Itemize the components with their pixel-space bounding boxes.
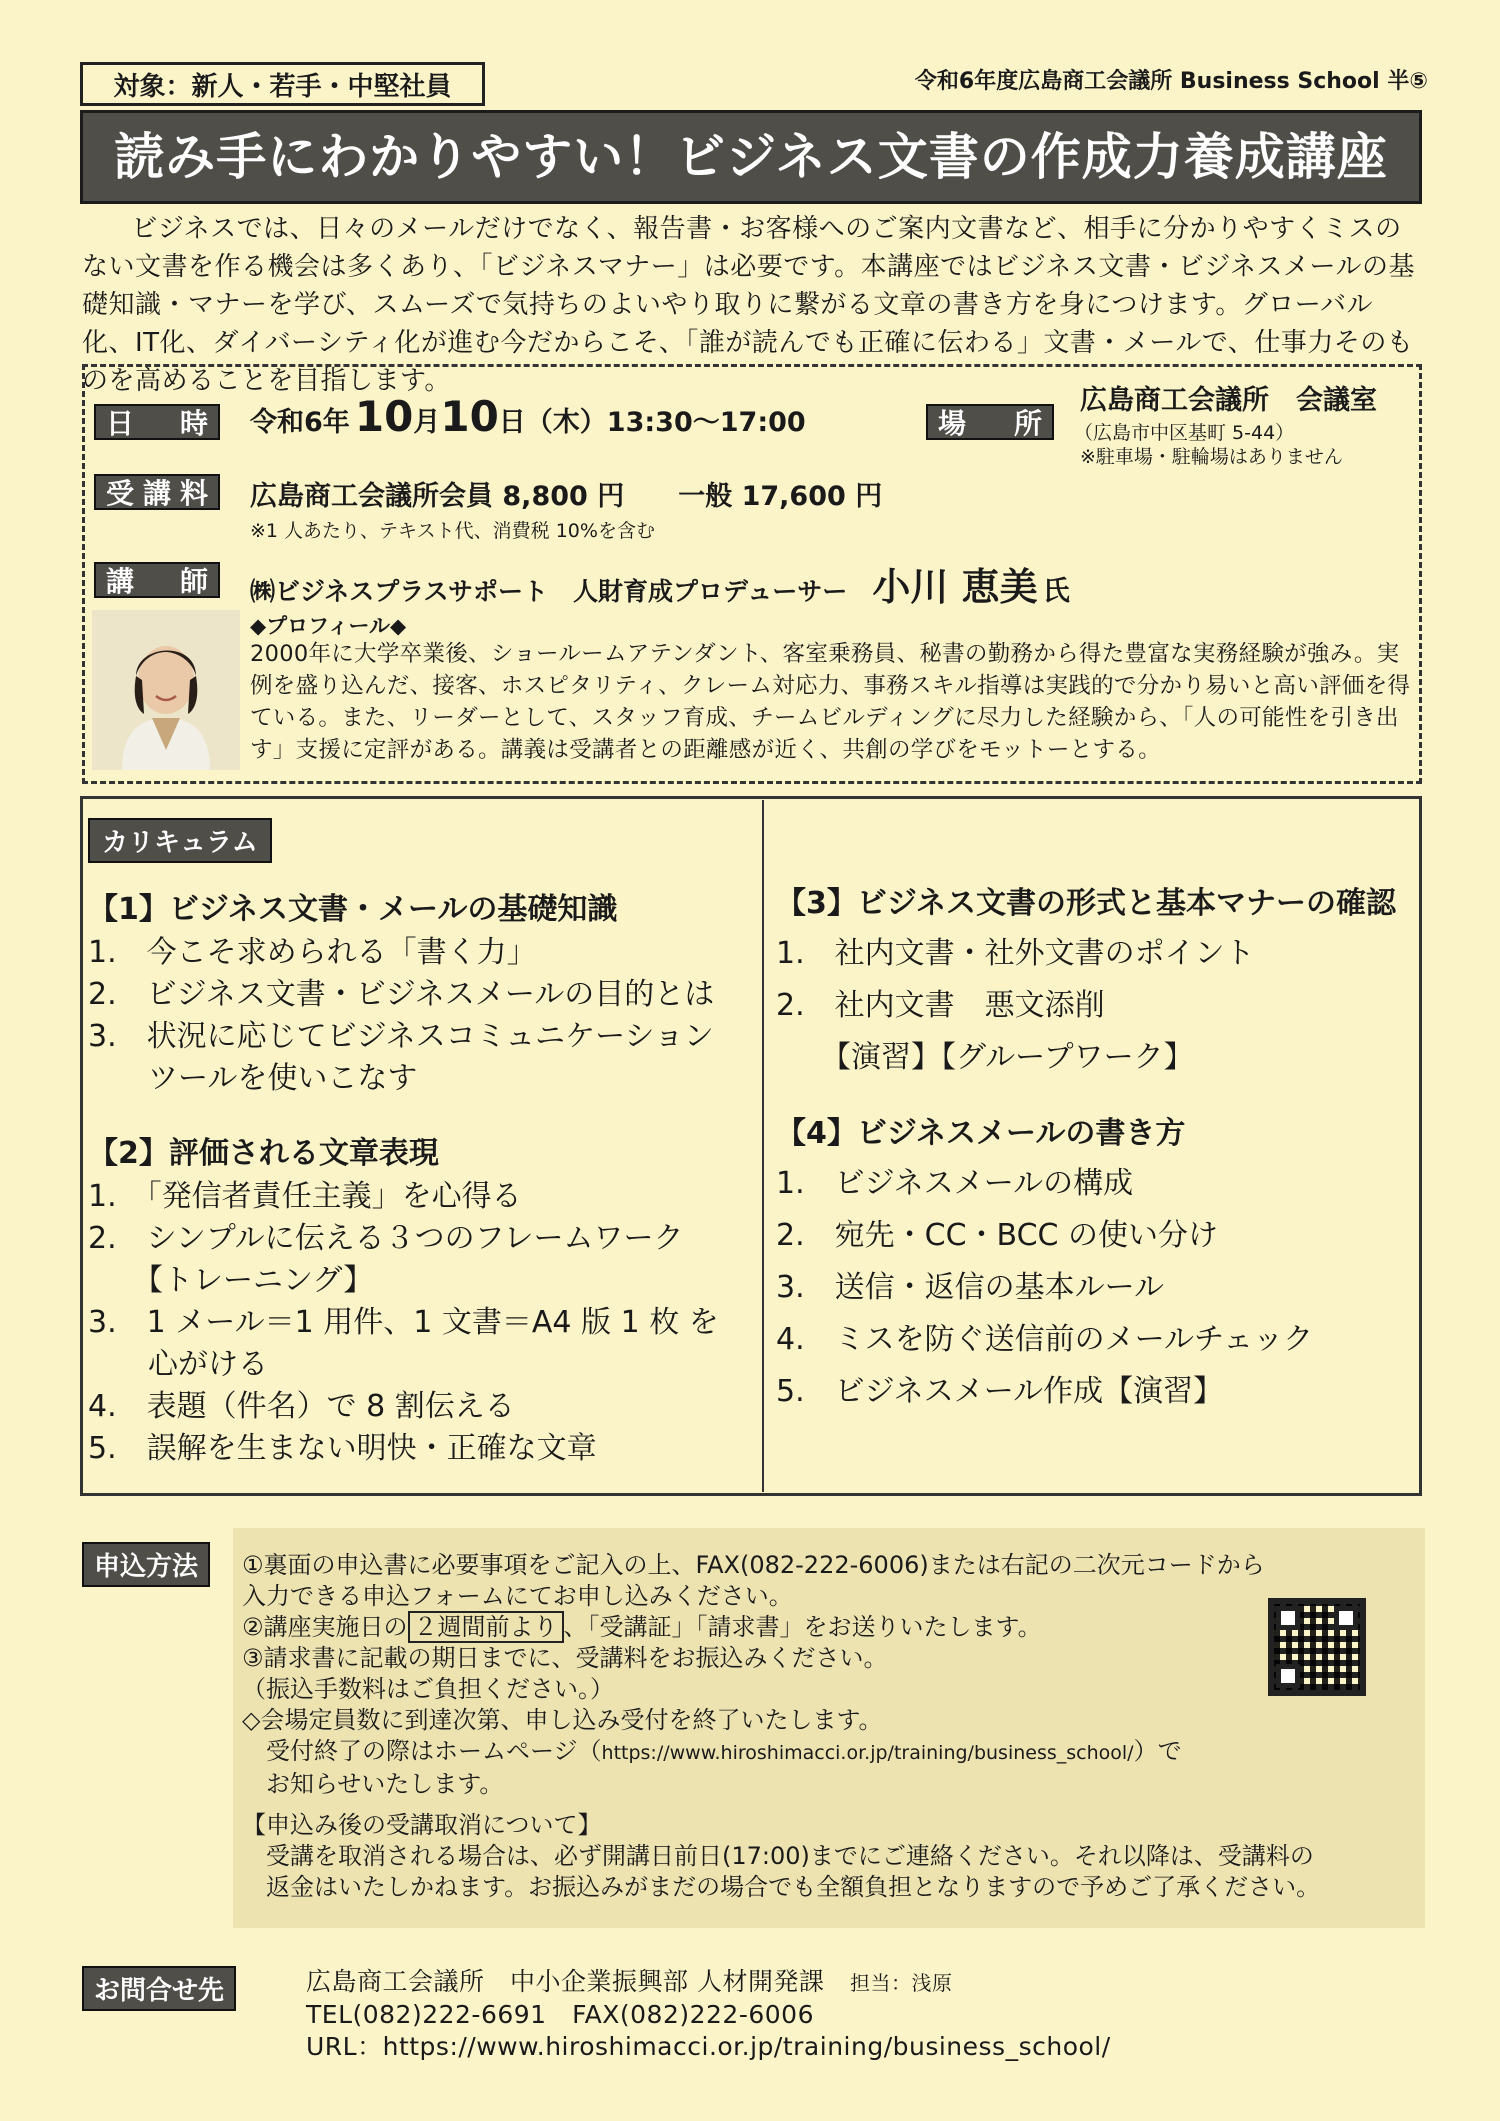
list-item: 【演習】【グループワーク】	[776, 1040, 1194, 1075]
contact-info	[306, 1966, 1406, 2063]
date-label	[94, 404, 220, 440]
intro-paragraph: ビジネスでは、日々のメールだけでなく、報告書・お客様へのご案内文書など、相手に分かりやすくミスのない文書を作る機会は多くあり、「ビジネスマナー」は必要です。本講座ではビジネス文書・ビジネスメールの基礎知識・マナーを学び、スムーズで気持ちのよいやり取りに繋がる文章の書き方を身につけます。グローバル化、IT化、ダイバーシティ化が進む今だからこそ、「誰が読んでも正確に伝わる」文書・メールで、仕事力そのものを高めることを目指します。	[82, 214, 1416, 396]
list-item: 3. 状況に応じてビジネスコミュニケーション	[88, 1019, 714, 1054]
list-item: 3. 送信・返信の基本ルール	[776, 1270, 1165, 1305]
fee-label	[94, 474, 220, 510]
contact-person: 担当：浅原	[849, 1971, 953, 1995]
place-label	[926, 404, 1054, 440]
qr-corner	[1276, 1664, 1300, 1688]
apply-line: お知らせいたします。	[242, 1770, 504, 1798]
apply-line-part: 、「受講証」「請求書」をお送りいたします。	[563, 1613, 1042, 1641]
lecturer-suffix: 氏	[1042, 576, 1070, 607]
lecturer-label-1: 講	[106, 565, 135, 598]
qr-corner	[1276, 1606, 1300, 1630]
list-item: 1. 社内文書・社外文書のポイント	[776, 936, 1255, 971]
fee-text: 広島商工会議所会員 8,800 円 一般 17,600 円	[250, 481, 883, 512]
fee-note: ※1 人あたり、テキスト代、消費税 10%を含む	[250, 520, 655, 542]
homepage-link[interactable]: https://www.hiroshimacci.or.jp/training/business_school/	[601, 1742, 1134, 1764]
qr-corner	[1334, 1606, 1358, 1630]
curriculum-section-4	[776, 1108, 1416, 1418]
list-item: 心がける	[88, 1347, 268, 1382]
place-label-2: 所	[1013, 407, 1042, 440]
date-day: 10	[440, 392, 499, 441]
curriculum-tag: カリキュラム	[88, 818, 272, 863]
section-heading: 【1】ビジネス文書・メールの基礎知識	[88, 892, 618, 927]
list-item: 【トレーニング】	[88, 1263, 374, 1298]
application-tag: 申込方法	[82, 1542, 210, 1587]
list-item: ツールを使いこなす	[88, 1061, 418, 1096]
contact-phone: TEL(082)222-6691 FAX(082)222-6006	[306, 2000, 814, 2029]
cancel-heading: 【申込み後の受講取消について】	[242, 1811, 602, 1839]
lecturer-label	[94, 562, 220, 598]
curriculum-section-1	[88, 884, 756, 1100]
lecturer-photo	[92, 610, 240, 770]
two-weeks-box: ２週間前より	[408, 1611, 564, 1643]
contact-url[interactable]: URL：https://www.hiroshimacci.or.jp/training/business_school/	[306, 2032, 1111, 2061]
date-day-unit: 日	[498, 407, 526, 438]
fee-label-1: 受	[106, 477, 135, 510]
list-item: 3. 1 メール＝1 用件、1 文書＝A4 版 1 枚 を	[88, 1305, 719, 1340]
target-audience: 対象：新人・若手・中堅社員	[113, 72, 452, 102]
apply-line-part: ）で	[1133, 1737, 1182, 1765]
portrait-icon	[92, 610, 240, 770]
apply-line: （振込手数料はご負担ください。）	[242, 1675, 614, 1703]
list-item: 1. 「発信者責任主義」を心得る	[88, 1179, 522, 1214]
profile-text: 2000年に大学卒業後、ショールームアテンダント、客室乗務員、秘書の勤務から得た豊富な実務経験が強み。実例を盛り込んだ、接客、ホスピタリティ、クレーム対応力、事務スキル指導は実践的で分かり易いと高い評価を得ている。また、リーダーとして、スタッフ育成、チームビルディングに尽力した経験から、「人の可能性を引き出す」支援に定評がある。講義は受講者との距離感が近く、共創の学びをモットーとする。	[250, 641, 1411, 763]
contact-line	[306, 1966, 1406, 1999]
list-item: 1. 今こそ求められる「書く力」	[88, 935, 537, 970]
contact-tag: お問合せ先	[82, 1966, 236, 2011]
date-label-2: 時	[179, 407, 208, 440]
series-label: 令和6年度広島商工会議所 Business School 半⑤	[914, 69, 1428, 94]
profile-heading: ◆プロフィール◆	[250, 614, 407, 638]
apply-line: 入力できる申込フォームにてお申し込みください。	[242, 1582, 793, 1610]
apply-line: ③請求書に記載の期日までに、受講料をお振込みください。	[242, 1644, 888, 1672]
qr-code-icon[interactable]	[1268, 1598, 1366, 1696]
lecturer-label-2: 師	[179, 565, 208, 598]
section-heading: 【3】ビジネス文書の形式と基本マナーの確認	[776, 886, 1396, 921]
section-heading: 【4】ビジネスメールの書き方	[776, 1116, 1186, 1151]
apply-line-part: 受付終了の際はホームページ（	[242, 1737, 602, 1765]
lecturer-name: 小川 恵美	[872, 565, 1038, 609]
list-item: 4. ミスを防ぐ送信前のメールチェック	[776, 1322, 1314, 1357]
list-item: 2. 宛先・CC・BCC の使い分け	[776, 1218, 1219, 1253]
cancel-line: 返金はいたしかねます。お振込みがまだの場合でも全額負担となりますので予めご了承ください。	[242, 1873, 1321, 1901]
apply-line: ①裏面の申込書に必要事項をご記入の上、FAX(082-222-6006)または右記の二次元コードから	[242, 1551, 1265, 1579]
list-item: 5. ビジネスメール作成【演習】	[776, 1374, 1224, 1409]
list-item: 2. シンプルに伝える３つのフレームワーク	[88, 1221, 684, 1256]
contact-org: 広島商工会議所 中小企業振興部 人材開発課	[306, 1967, 825, 1996]
place-label-1: 場	[938, 407, 967, 440]
list-item: 4. 表題（件名）で 8 割伝える	[88, 1389, 515, 1424]
lecturer-line	[250, 556, 1070, 611]
lecturer-org: ㈱ビジネスプラスサポート 人財育成プロデューサー	[250, 577, 848, 606]
curriculum-section-2	[88, 1128, 756, 1470]
date-month: 10	[354, 392, 414, 441]
section-heading: 【2】評価される文章表現	[88, 1136, 439, 1171]
cancel-line: 受講を取消される場合は、必ず開講日前日(17:00)までにご連絡ください。それ以降は、受講料の	[242, 1842, 1314, 1870]
apply-line	[242, 1612, 1342, 1643]
place-name: 広島商工会議所 会議室	[1080, 385, 1377, 416]
fee-label-2: 講	[142, 477, 171, 510]
curriculum-divider	[762, 800, 764, 1492]
date-month-unit: 月	[413, 407, 441, 438]
application-text	[242, 1550, 1342, 1903]
fee-label-3: 料	[179, 477, 208, 510]
list-item: 5. 誤解を生まない明快・正確な文章	[88, 1431, 597, 1466]
list-item: 1. ビジネスメールの構成	[776, 1166, 1134, 1201]
list-item: 2. 社内文書 悪文添削	[776, 988, 1105, 1023]
curriculum-section-3	[776, 878, 1416, 1084]
date-label-1: 日	[106, 407, 135, 440]
place-note: ※駐車場・駐輪場はありません	[1080, 446, 1343, 468]
page-title: 読み手にわかりやすい！ビジネス文書の作成力養成講座	[80, 110, 1422, 204]
apply-line: ◇会場定員数に到達次第、申し込み受付を終了いたします。	[242, 1706, 883, 1734]
date-value	[250, 392, 806, 441]
place-address: （広島市中区基町 5-44）	[1074, 422, 1295, 444]
target-audience-box	[80, 62, 485, 106]
date-time: （木）13:30〜17:00	[525, 407, 806, 438]
apply-line	[242, 1736, 1342, 1769]
date-prefix: 令和6年	[250, 407, 350, 438]
apply-line-part: ②講座実施日の	[242, 1613, 408, 1641]
list-item: 2. ビジネス文書・ビジネスメールの目的とは	[88, 977, 715, 1012]
